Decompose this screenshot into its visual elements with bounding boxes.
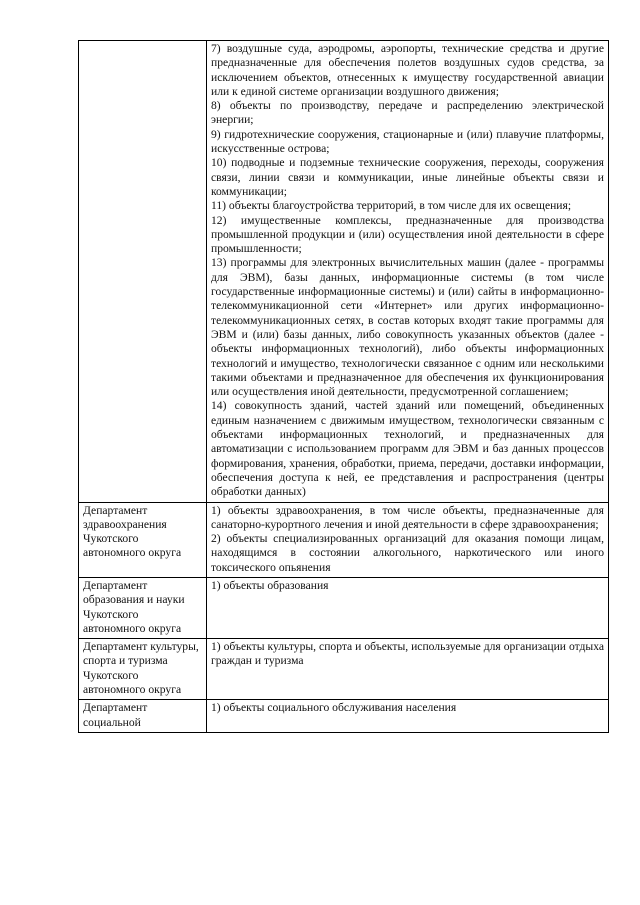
object-item: 14) совокупность зданий, частей зданий или помещений, объединенных единым назначением с движимым имуществом, технологически связанным с объектами информационных технологий, и предназначенных для автоматизации с использованием программ для ЭВМ и баз данных процессов формирования, хранения, обработки, приема, передачи, доставки информации, обеспечения доступа к ней, ее представления и распространения (центры обработки данных) [211, 399, 604, 499]
department-cell: Департамент культуры, спорта и туризма Чукотского автономного округа [79, 639, 207, 700]
object-item: 1) объекты культуры, спорта и объекты, используемые для организации отдыха граждан и туризма [211, 640, 604, 668]
authority-objects-table [78, 40, 609, 733]
object-item: 11) объекты благоустройства территорий, в том числе для их освещения; [211, 199, 572, 213]
department-cell: Департамент образования и науки Чукотского автономного округа [79, 577, 207, 638]
objects-cell [207, 700, 609, 733]
object-item: 2) объекты специализированных организаций для оказания помощи лицам, находящимся в состоянии алкогольного, наркотического или иного токсического опьянения [211, 532, 604, 574]
object-item: 13) программы для электронных вычислительных машин (далее - программы для ЭВМ), базы данных, информационные системы (в том числе государственные информационные системы) и (или) сайты в информационно-телекоммуникационной сети «Интернет» или других информационно-телекоммуникационных сетях, в состав которых входят такие программы для ЭВМ и (или) базы данных, либо совокупность указанных объектов (далее - объекты информационных технологий), либо объекты информационных технологий и имущество, технологически связанное с одним или несколькими такими объектами и предназначенное для обеспечения их функционирования или осуществления иной деятельности, предусмотренной соглашением; [211, 256, 604, 399]
object-item: 12) имущественные комплексы, предназначенные для производства промышленной продукции и (или) осуществления иной деятельности в сфере промышленности; [211, 213, 604, 256]
object-item: 7) воздушные суда, аэродромы, аэропорты, технические средства и другие предназначенные для обеспечения полетов воздушных судов средства, за исключением объектов, отнесенных к имуществу государственной авиации или к единой системе организации воздушного движения; [211, 42, 604, 98]
objects-cell [207, 577, 609, 638]
object-item: 9) гидротехнические сооружения, стационарные и (или) плавучие платформы, искусственные острова; [211, 127, 604, 156]
object-item: 1) объекты социального обслуживания населения [211, 701, 457, 715]
table-row [79, 639, 609, 700]
department-cell: Департамент здравоохранения Чукотского автономного округа [79, 502, 207, 577]
objects-cell [207, 639, 609, 700]
object-item: 10) подводные и подземные технические сооружения, переходы, сооружения связи, линии связи и коммуникации, иные линейные объекты связи и коммуникации; [211, 156, 604, 198]
department-cell [79, 41, 207, 503]
table-row [79, 700, 609, 733]
object-item: 1) объекты здравоохранения, в том числе объекты, предназначенные для санаторно-курортного лечения и иной деятельности в сфере здравоохранения; [211, 503, 604, 531]
document-page [78, 40, 609, 733]
objects-cell [207, 502, 609, 577]
object-item: 1) объекты образования [211, 578, 329, 592]
department-cell: Департамент социальной [79, 700, 207, 733]
table-row [79, 502, 609, 577]
object-item: 8) объекты по производству, передаче и распределению электрической энергии; [211, 99, 604, 127]
table-row [79, 41, 609, 503]
table-row [79, 577, 609, 638]
objects-cell [207, 41, 609, 503]
